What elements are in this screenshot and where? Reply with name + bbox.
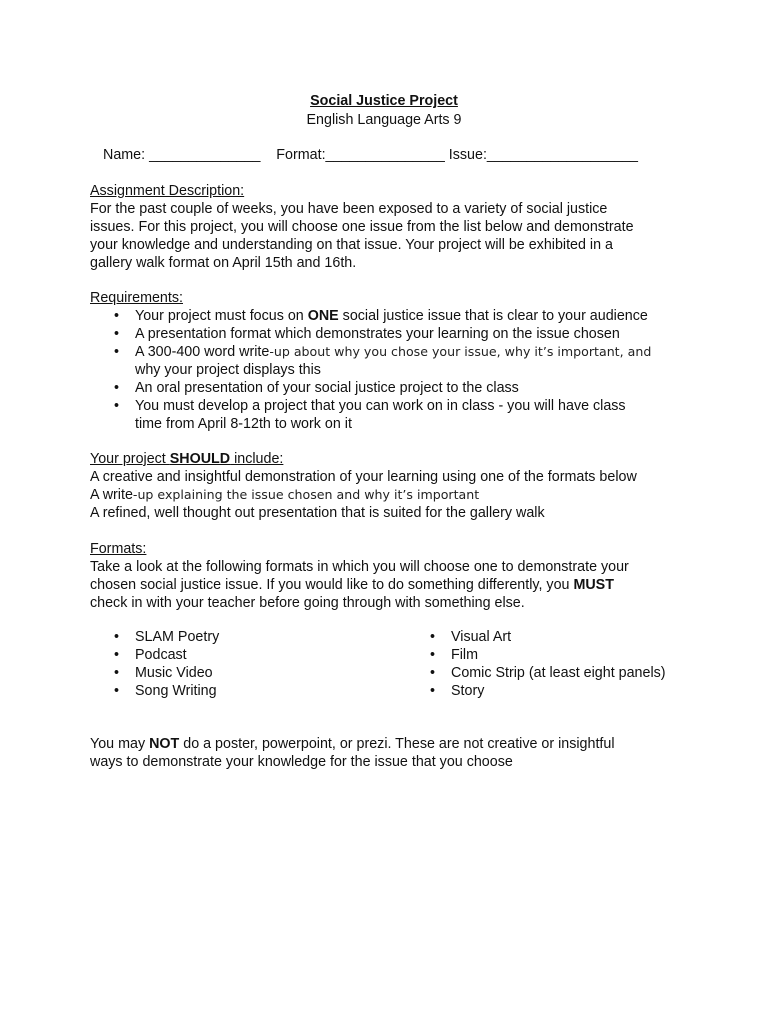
formats-section [90,540,690,612]
line-text: do a poster, powerpoint, or prezi. These are not creative or insightful [179,736,615,752]
closing-section [90,735,690,771]
document-title: Social Justice Project [310,93,458,109]
assignment-line: your knowledge and understanding on that issue. Your project will be exhibited in a [90,237,613,253]
should-include-line: A creative and insightful demonstration of your learning using one of the formats below [90,469,637,485]
requirement-text: social justice issue that is clear to your audience [338,308,648,324]
formats-list-left [90,628,350,700]
assignment-heading: Assignment Description: [90,183,245,199]
assignment-line: issues. For this project, you will choose one issue from the list below and demonstrate [90,219,634,235]
list-item: • Film [406,646,726,664]
requirement-emphasis: ONE [307,308,339,324]
should-include-line [90,486,690,504]
list-item [90,343,690,379]
line-text: chosen social justice issue. If you would like to do something differently, you [90,577,574,593]
line-text: A write [90,487,133,503]
list-item: • Visual Art [406,628,726,646]
assignment-line: gallery walk format on April 15th and 16th. [90,255,357,271]
line-text: -up explaining the issue chosen and why it’s important [132,487,480,502]
should-include-section [90,450,690,522]
line-emphasis: NOT [149,736,180,752]
requirement-text: You must develop a project that you can work on in class - you will have class [135,398,626,414]
list-item: • Story [406,682,726,700]
requirement-text: An oral presentation of your social justice project to the class [135,380,519,396]
formats-line [90,576,690,594]
list-item [90,325,690,343]
formats-list-right [406,628,726,700]
student-fields-line: Name: ______________ Format:_______________ Issue:___________________ [103,147,638,163]
requirement-text: -up about why you chose your issue, why it’s important, and [269,344,652,359]
assignment-line: For the past couple of weeks, you have been exposed to a variety of social justice [90,201,608,217]
line-text: You may [90,736,150,752]
list-item: • Song Writing [90,682,350,700]
requirement-text: A 300-400 word write [135,344,270,360]
list-item: • SLAM Poetry [90,628,350,646]
requirements-heading: Requirements: [90,290,183,306]
document-subtitle: English Language Arts 9 [306,112,462,128]
list-item [90,397,690,433]
requirement-text: time from April 8-12th to work on it [135,416,352,432]
list-item: • Music Video [90,664,350,682]
formats-line: Take a look at the following formats in which you will choose one to demonstrate your [90,559,629,575]
closing-line [90,735,690,753]
line-emphasis: MUST [573,577,614,593]
list-item: • Comic Strip (at least eight panels) [406,664,726,682]
requirement-text: Your project must focus on [135,308,308,324]
formats-heading: Formats: [90,541,147,557]
heading-text: include: [230,451,284,467]
list-item [90,307,690,325]
requirements-section [90,289,690,433]
list-item [90,379,690,397]
requirements-list [90,307,690,433]
heading-emphasis: SHOULD [169,451,231,467]
closing-line: ways to demonstrate your knowledge for the issue that you choose [90,754,513,770]
requirement-text: A presentation format which demonstrates your learning on the issue chosen [135,326,620,342]
assignment-section [90,182,690,272]
heading-text: Your project [90,451,170,467]
list-item: • Podcast [90,646,350,664]
should-include-heading [90,450,690,468]
requirement-text: why your project displays this [135,362,321,378]
formats-line: check in with your teacher before going through with something else. [90,595,525,611]
should-include-line: A refined, well thought out presentation that is suited for the gallery walk [90,505,545,521]
